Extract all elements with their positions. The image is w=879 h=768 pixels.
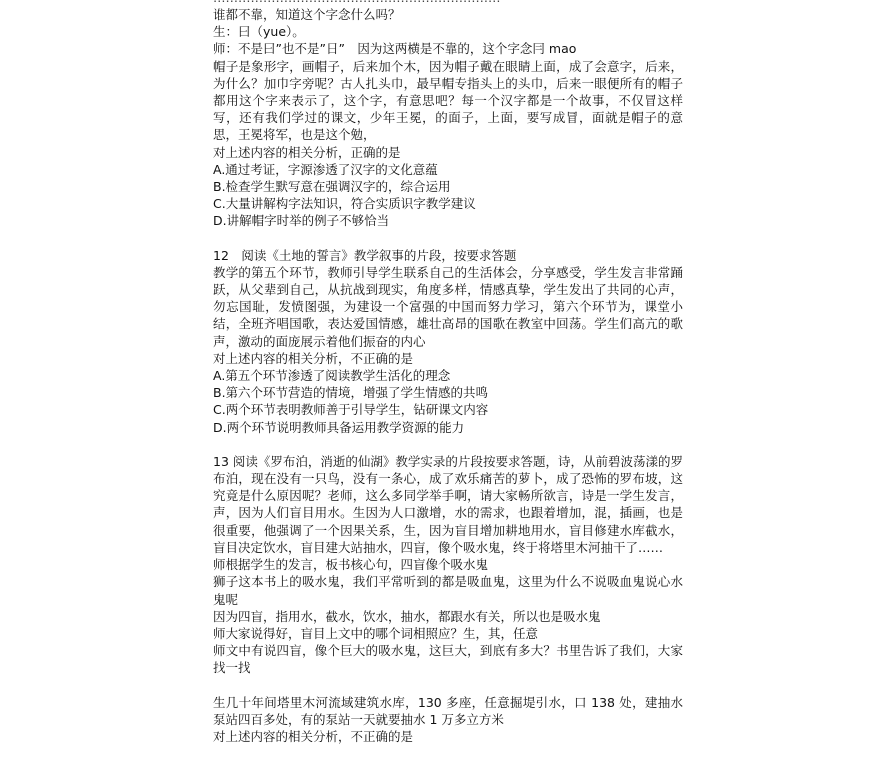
q11-line-1: 谁都不靠，知道这个字念什么吗？	[213, 7, 401, 22]
q12-option-d: D.两个环节说明教师具备运用教学资源的能力	[213, 419, 465, 435]
q11-question: 对上述内容的相关分析，正确的是	[213, 144, 401, 160]
q11-paragraph: 帽子是象形字，画帽子，后来加个木，因为帽子戴在眼睛上面，成了会意字，后来，为什么？加巾字旁呢？古人扎头巾，最早帽专指头上的头巾，后来一眼便所有的帽子都用这个字来表示了，这个字，有意思吧？每一个汉字都是一个故事，不仅冒这样写，还有我们学过的课文，少年王冕，的面子，上面，要写成冒，面就是帽子的意思，王冕将军，也是这个勉，	[213, 58, 683, 143]
q13-question: 对上述内容的相关分析，不正确的是	[213, 728, 414, 744]
q13-line-5: 师大家说得好，盲目上文中的哪个词相照应？生，其，任意	[213, 625, 539, 641]
q12-option-b: B.第六个环节营造的情境，增强了学生情感的共鸣	[213, 385, 489, 401]
document-page	[213, 0, 683, 745]
q11-line-3: 师：不是曰”也不是”日” 因为这两横是不靠的，这个字念冃 mao	[213, 41, 577, 57]
q11-option-b: B.检查学生默写意在强调汉字的，综合运用	[213, 179, 451, 195]
q12-title: 12 阅读《土地的誓言》教学叙事的片段，按要求答题	[213, 247, 517, 263]
q12-paragraph: 教学的第五个环节，教师引导学生联系自己的生活体会，分享感受，学生发言非常踊跃，从父辈到自己，从抗战到现实，角度多样，情感真挚，学生发出了共同的心声，勿忘国耻，发愤图强，为建设一个富强的中国而努力学习，第六个环节为，课堂小结，全班齐唱国歌，表达爱国情感，雄壮高昂的国歌在教室中回荡。学生们高亢的歌声，激动的面庞展示着他们振奋的内心	[213, 264, 683, 349]
q13-paragraph-6: 师文中有说四盲，像个巨大的吸水鬼，这巨大，到底有多大？书里告诉了我们，大家找一找	[213, 643, 683, 676]
q13-paragraph-7: 生几十年间塔里木河流域建筑水库，130 多座，任意掘堤引水，口 138 处，建抽水泵站四百多处，有的泵站一天就要抽水 1 万多立方米	[213, 694, 683, 727]
cut-off-top-line	[213, 0, 683, 6]
cut-off-text	[213, 0, 501, 6]
q11-option-a: A.通过考证，字源渗透了汉字的文化意蕴	[213, 161, 438, 177]
q11-option-c: C.大量讲解构字法知识，符合实质识字教学建议	[213, 196, 476, 212]
spacer	[213, 677, 683, 694]
q12-question: 对上述内容的相关分析，不正确的是	[213, 350, 414, 366]
q12-option-c: C.两个环节表明教师善于引导学生，钻研课文内容	[213, 402, 489, 418]
q13-line-4: 因为四盲，指用水，截水，饮水，抽水，都跟水有关，所以也是吸水鬼	[213, 608, 601, 624]
q13-line-2: 师根据学生的发言，板书核心句，四盲像个吸水鬼	[213, 557, 489, 573]
q13-paragraph-3: 狮子这本书上的吸水鬼，我们平常听到的都是吸血鬼，这里为什么不说吸血鬼说心水鬼呢	[213, 574, 683, 607]
q12-option-a: A.第五个环节渗透了阅读教学生活化的理念	[213, 368, 451, 384]
q11-line-2: 生：曰（yue）。	[213, 24, 305, 40]
q13-paragraph-1: 13 阅读《罗布泊，消逝的仙湖》教学实录的片段按要求答题，诗，从前碧波荡漾的罗布泊，现在没有一只鸟，没有一条心，成了欢乐痛苦的萝卜，成了恐怖的罗布坡，这究竟是什么原因呢？老师，这么多同学举手啊，请大家畅所欲言，诗是一学生发言，声，因为人们盲目用水。生因为人口激增，水的需求，也跟着增加，混，插画，也是很重要，他强调了一个因果关系，生，因为盲目增加耕地用水，盲目修建水库截水，盲目决定饮水，盲目建大站抽水，四盲，像个吸水鬼，终于将塔里木河抽干了……	[213, 453, 683, 555]
spacer	[213, 436, 683, 453]
q11-option-d: D.讲解帽字时举的例子不够恰当	[213, 213, 390, 229]
spacer	[213, 230, 683, 247]
